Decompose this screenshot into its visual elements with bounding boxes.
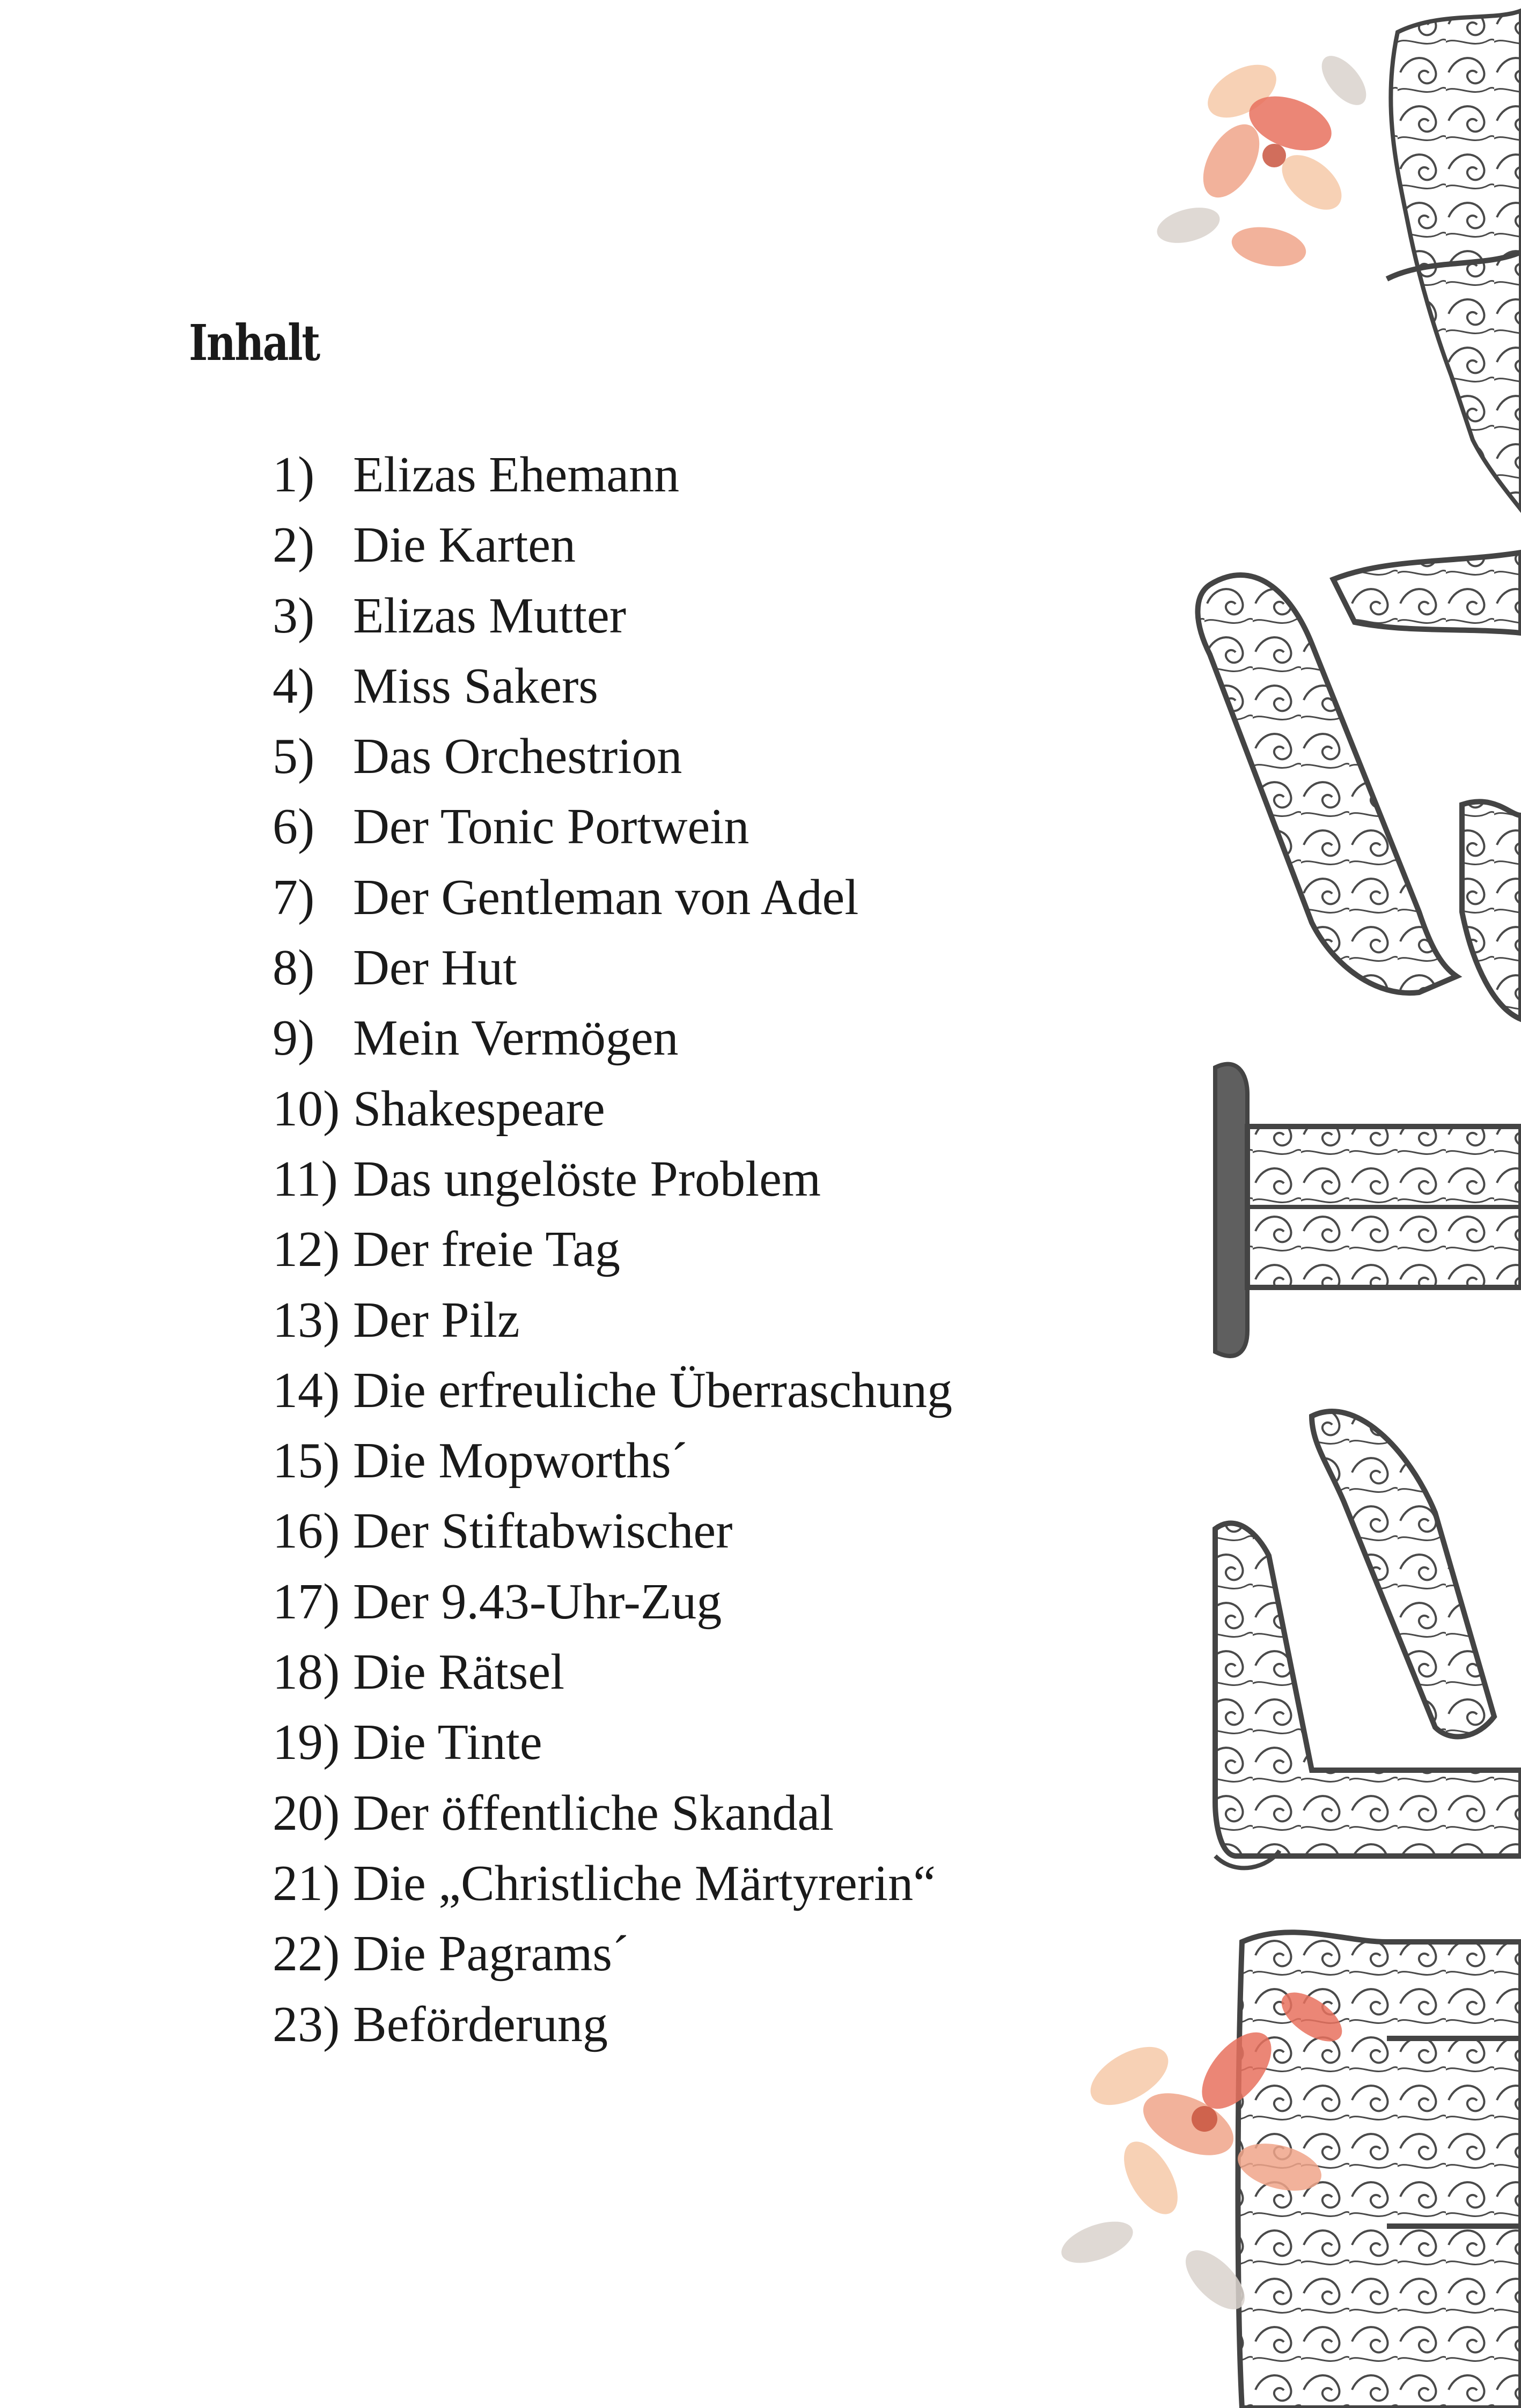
toc-entry-title: Der Stiftabwischer — [353, 1503, 733, 1559]
toc-entry — [273, 440, 952, 510]
toc-entry — [273, 721, 952, 792]
toc-entry — [273, 651, 952, 721]
toc-entry-number: 17) — [273, 1573, 340, 1630]
toc-entry-title: Mein Vermögen — [353, 1010, 679, 1066]
toc-entry-number: 23) — [273, 1996, 340, 2052]
toc-entry-number: 20) — [273, 1785, 340, 1841]
toc-entry-number: 2) — [273, 517, 315, 573]
toc-entry — [273, 1637, 952, 1707]
toc-entry-number: 18) — [273, 1644, 340, 1700]
toc-entry-number: 3) — [273, 587, 315, 644]
toc-entry-number: 9) — [273, 1010, 315, 1066]
toc-entry-number: 7) — [273, 869, 315, 925]
toc-entry — [273, 1778, 952, 1849]
toc-entry — [273, 510, 952, 580]
toc-entry-title: Der öffentliche Skandal — [353, 1785, 834, 1841]
toc-entry-title: Das ungelöste Problem — [353, 1151, 821, 1207]
letter-a-ornament — [1153, 11, 1521, 510]
toc-entry-number: 6) — [273, 799, 315, 855]
toc-entry-title: Der 9.43-Uhr-Zug — [353, 1573, 722, 1630]
toc-entry-number: 5) — [273, 728, 315, 785]
flower-cluster-top — [1153, 48, 1375, 272]
toc-entry — [273, 1707, 952, 1778]
decorative-eliza-lettering — [1011, 0, 1521, 2408]
toc-entry — [273, 1990, 952, 2060]
toc-entry — [273, 792, 952, 862]
toc-entry — [273, 1003, 952, 1073]
toc-entry-number: 14) — [273, 1362, 340, 1418]
toc-entry — [273, 1567, 952, 1637]
toc-entry — [273, 1356, 952, 1426]
toc-entry-number: 11) — [273, 1151, 338, 1207]
letter-z-ornament — [1198, 553, 1521, 1019]
letter-l-ornament — [1215, 1411, 1521, 1868]
toc-entry-number: 13) — [273, 1292, 340, 1348]
toc-entry-title: Der Hut — [353, 940, 517, 996]
toc-entry — [273, 581, 952, 651]
toc-entry-title: Die Tinte — [353, 1714, 542, 1771]
toc-entry-title: Die Karten — [353, 517, 576, 573]
letter-i-ornament — [1215, 1064, 1521, 1356]
toc-entry-title: Die Rätsel — [353, 1644, 565, 1700]
toc-entry-number: 15) — [273, 1433, 340, 1489]
toc-entry-title: Der freie Tag — [353, 1221, 620, 1278]
toc-entry-title: Miss Sakers — [353, 658, 598, 714]
toc-entry-title: Die Mopworths´ — [353, 1433, 688, 1489]
toc-entry — [273, 1496, 952, 1566]
toc-entry-title: Der Gentleman von Adel — [353, 869, 859, 925]
toc-entry-number: 21) — [273, 1855, 340, 1911]
toc-entry-number: 4) — [273, 658, 315, 714]
toc-entry — [273, 1919, 952, 1989]
toc-entry-number: 16) — [273, 1503, 340, 1559]
toc-entry-title: Shakespeare — [353, 1080, 605, 1137]
toc-entry-number: 22) — [273, 1926, 340, 1982]
toc-entry — [273, 1074, 952, 1144]
toc-entry — [273, 1426, 952, 1496]
toc-entry-number: 19) — [273, 1714, 340, 1771]
toc-entry-number: 10) — [273, 1080, 340, 1137]
toc-entry-title: Der Pilz — [353, 1292, 520, 1348]
toc-entry — [273, 1214, 952, 1285]
toc-entry-number: 1) — [273, 447, 315, 503]
toc-entry-number: 12) — [273, 1221, 340, 1278]
toc-list — [273, 440, 952, 2060]
toc-entry-title: Die „Christliche Märtyrerin“ — [353, 1855, 936, 1911]
toc-heading: Inhalt — [189, 314, 319, 372]
letter-e-ornament — [1056, 1932, 1521, 2408]
toc-entry-number: 8) — [273, 940, 315, 996]
toc-entry-title: Beförderung — [353, 1996, 608, 2052]
toc-entry — [273, 933, 952, 1003]
toc-entry-title: Elizas Ehemann — [353, 447, 680, 503]
toc-entry — [273, 1849, 952, 1919]
toc-entry-title: Der Tonic Portwein — [353, 799, 750, 855]
toc-entry — [273, 1144, 952, 1214]
toc-entry — [273, 1285, 952, 1356]
toc-entry-title: Die Pagrams´ — [353, 1926, 629, 1982]
toc-entry — [273, 863, 952, 933]
toc-entry-title: Elizas Mutter — [353, 587, 627, 644]
toc-entry-title: Das Orchestrion — [353, 728, 682, 785]
toc-entry-title: Die erfreuliche Überraschung — [353, 1362, 952, 1418]
